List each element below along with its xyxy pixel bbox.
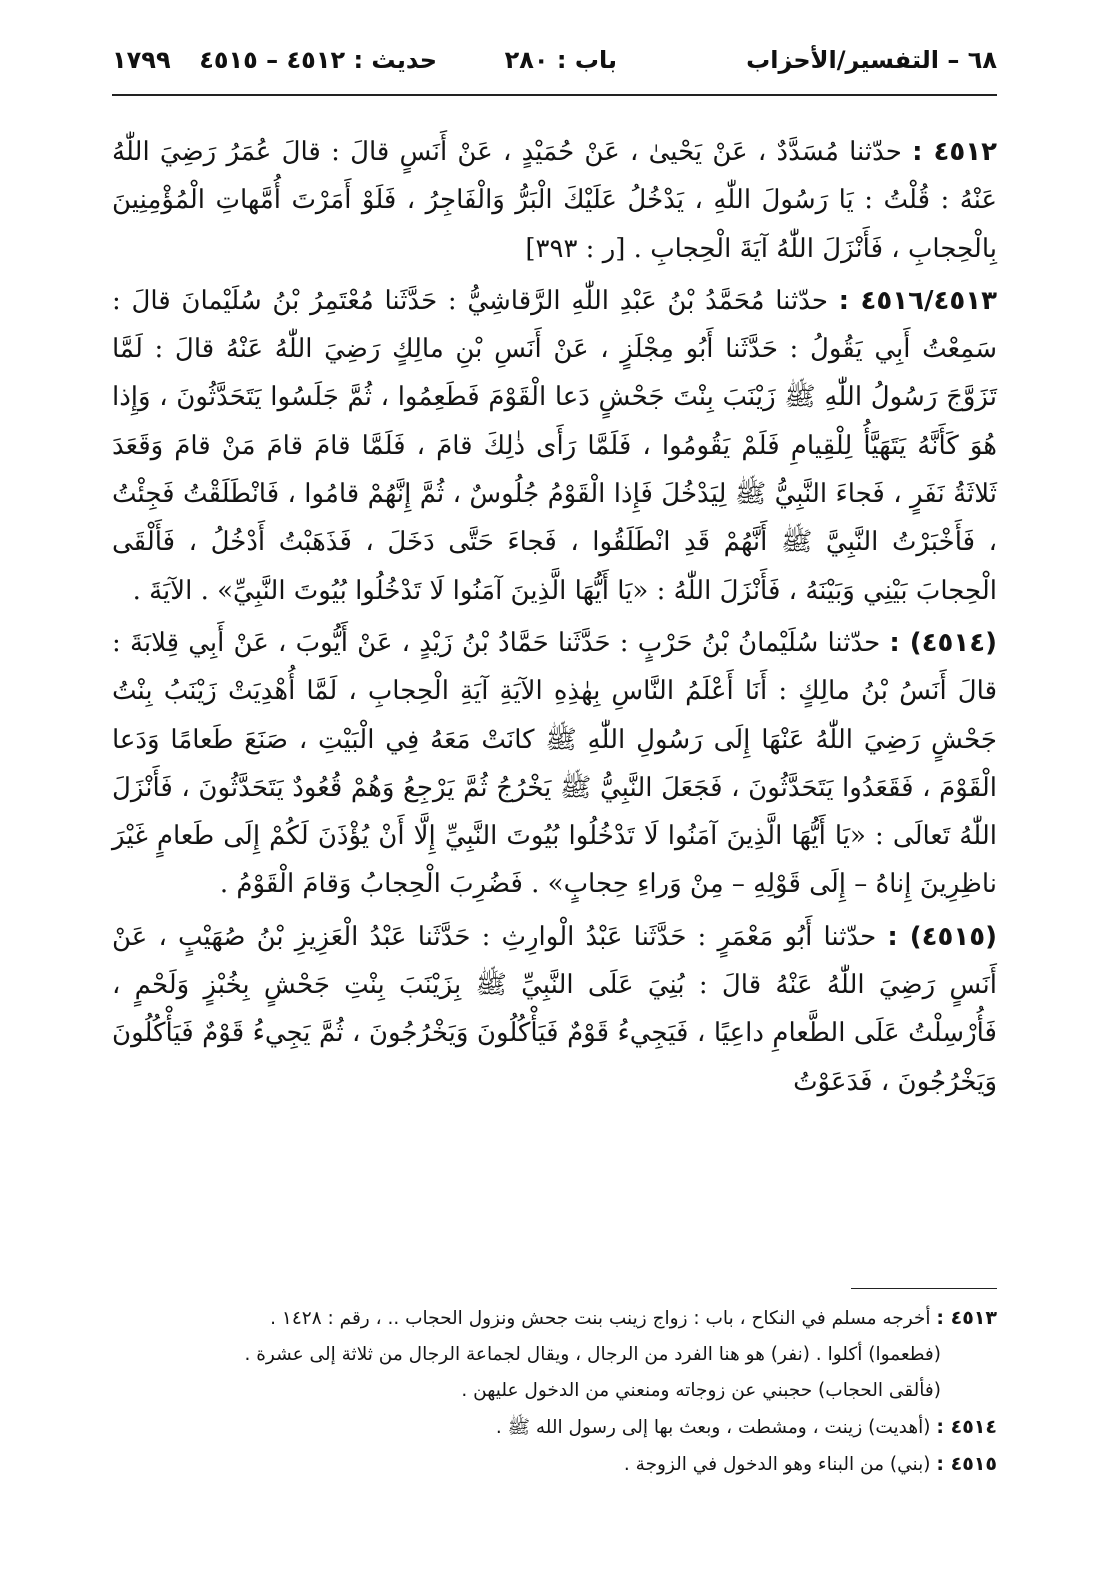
hadith-text: حدّثنا أَبُو مَعْمَرٍ : حَدَّثَنا عَبْدُ الْوارِثِ : حَدَّثَنا عَبْدُ الْعَزِيزِ بْنُ صُهَيْبٍ ، عَنْ أَنَسٍ رَضِيَ اللّٰهُ عَنْهُ قالَ : بُنِيَ عَلَى النَّبِيِّ ﷺ بِزَيْنَبَ بِنْتِ جَحْشٍ بِخُبْزٍ وَلَحْمٍ ، فَأُرْسِلْتُ عَلَى الطَّعامِ داعِيًا ، فَيَجِيءُ قَوْمٌ فَيَأْكُلُونَ وَيَخْرُجُونَ ، ثُمَّ يَجِيءُ قَوْمٌ فَيَأْكُلُونَ وَيَخْرُجُونَ ، فَدَعَوْتُ bbox=[112, 921, 997, 1097]
hadith-number: (٤٥١٥) : bbox=[887, 921, 997, 952]
footnote-text: (أهديت) زينت ، ومشطت ، وبعث بها إلى رسول الله ﷺ . bbox=[495, 1417, 937, 1438]
page-number: ١٧٩٩ bbox=[112, 46, 171, 74]
hadith-number: (٤٥١٤) : bbox=[889, 627, 997, 658]
header-divider bbox=[112, 94, 997, 96]
hadith-text: حدّثنا مُحَمَّدُ بْنُ عَبْدِ اللّٰهِ الرَّقاشِيُّ : حَدَّثَنا مُعْتَمِرُ بْنُ سُلَيْمانَ قالَ : سَمِعْتُ أَبِي يَقُولُ : حَدَّثَنا أَبُو مِجْلَزٍ ، عَنْ أَنَسِ بْنِ مالِكٍ رَضِيَ اللّٰهُ عَنْهُ قالَ : لَمَّا تَزَوَّجَ رَسُولُ اللّٰهِ ﷺ زَيْنَبَ بِنْتَ جَحْشٍ دَعا الْقَوْمَ فَطَعِمُوا ، ثُمَّ جَلَسُوا يَتَحَدَّثُونَ ، وَإِذا هُوَ كَأَنَّهُ يَتَهَيَّأُ لِلْقِيامِ فَلَمْ يَقُومُوا ، فَلَمَّا رَأَى ذٰلِكَ قامَ ، فَلَمَّا قامَ قامَ مَنْ قامَ وَقَعَدَ ثَلاثَةُ نَفَرٍ ، فَجاءَ النَّبِيُّ ﷺ لِيَدْخُلَ فَإِذا الْقَوْمُ جُلُوسٌ ، ثُمَّ إِنَّهُمْ قامُوا ، فَانْطَلَقْتُ فَجِئْتُ ، فَأَخْبَرْتُ النَّبِيَّ ﷺ أَنَّهُمْ قَدِ انْطَلَقُوا ، فَجاءَ حَتَّى دَخَلَ ، فَذَهَبْتُ أَدْخُلُ ، فَأَلْقَى الْحِجابَ بَيْنِي وَبَيْنَهُ ، فَأَنْزَلَ اللّٰهُ : «يَا أَيُّهَا الَّذِينَ آمَنُوا لَا تَدْخُلُوا بُيُوتَ النَّبِيِّ» . الآيَةَ . bbox=[112, 285, 997, 606]
hadith-paragraph-4514 bbox=[112, 619, 997, 909]
running-header bbox=[112, 40, 997, 84]
hadith-text: حدّثنا سُلَيْمانُ بْنُ حَرْبٍ : حَدَّثَنا حَمَّادُ بْنُ زَيْدٍ ، عَنْ أَيُّوبَ ، عَنْ أَبِي قِلابَةَ : قالَ أَنَسُ بْنُ مالِكٍ : أَنَا أَعْلَمُ النَّاسِ بِهٰذِهِ الآيَةِ آيَةِ الْحِجابِ ، لَمَّا أُهْدِيَتْ زَيْنَبُ بِنْتُ جَحْشٍ رَضِيَ اللّٰهُ عَنْهَا إِلَى رَسُولِ اللّٰهِ ﷺ كانَتْ مَعَهُ فِي الْبَيْتِ ، صَنَعَ طَعامًا وَدَعا الْقَوْمَ ، فَقَعَدُوا يَتَحَدَّثُونَ ، فَجَعَلَ النَّبِيُّ ﷺ يَخْرُجُ ثُمَّ يَرْجِعُ وَهُمْ قُعُودٌ يَتَحَدَّثُونَ ، فَأَنْزَلَ اللّٰهُ تَعالَى : «يَا أَيُّهَا الَّذِينَ آمَنُوا لَا تَدْخُلُوا بُيُوتَ النَّبِيِّ إِلَّا أَنْ يُؤْذَنَ لَكُمْ إِلَى طَعامٍ غَيْرَ ناظِرِينَ إِناهُ – إِلَى قَوْلِهِ – مِنْ وَراءِ حِجابٍ» . فَضُرِبَ الْحِجابُ وَقامَ الْقَوْمُ . bbox=[112, 627, 997, 900]
header-bab-number: باب : ٢٨٠ bbox=[504, 46, 617, 74]
hadith-paragraph-4515 bbox=[112, 913, 997, 1106]
hadith-number: ٤٥١٦/٤٥١٣ : bbox=[838, 285, 997, 316]
hadith-text: حدّثنا مُسَدَّدٌ ، عَنْ يَحْيىٰ ، عَنْ حُمَيْدٍ ، عَنْ أَنَسٍ قالَ : قالَ عُمَرُ رَضِيَ اللّٰهُ عَنْهُ : قُلْتُ : يَا رَسُولَ اللّٰهِ ، يَدْخُلُ عَلَيْكَ الْبَرُّ وَالْفَاجِرُ ، فَلَوْ أَمَرْتَ أُمَّهاتِ الْمُؤْمِنِينَ بِالْحِجابِ ، فَأَنْزَلَ اللّٰهُ آيَةَ الْحِجابِ . [ر : ٣٩٣] bbox=[112, 137, 997, 264]
main-text bbox=[112, 128, 997, 1110]
footnotes bbox=[112, 1300, 997, 1483]
footnote-text: (فطعموا) أكلوا . (نفر) هو هنا الفرد من الرجال ، ويقال لجماعة الرجال من ثلاثة إلى عشرة . bbox=[244, 1344, 941, 1365]
footnote-divider bbox=[851, 1288, 997, 1289]
footnote-text: (فألقى الحجاب) حجبني عن زوجاته ومنعني من الدخول عليهن . bbox=[461, 1380, 941, 1401]
hadith-paragraph-4513 bbox=[112, 277, 997, 615]
footnote-item bbox=[112, 1300, 997, 1337]
hadith-paragraph-4512 bbox=[112, 128, 997, 273]
footnote-number: ٤٥١٥ : bbox=[936, 1453, 997, 1475]
footnote-item bbox=[112, 1446, 997, 1483]
footnote-item bbox=[112, 1409, 997, 1446]
footnote-text: (بني) من البناء وهو الدخول في الزوجة . bbox=[623, 1454, 937, 1475]
header-section-title: ٦٨ – التفسير/الأحزاب bbox=[746, 46, 997, 74]
footnote-item bbox=[112, 1373, 997, 1409]
footnote-number: ٤٥١٣ : bbox=[936, 1307, 997, 1329]
footnote-number: ٤٥١٤ : bbox=[936, 1416, 997, 1438]
hadith-number: ٤٥١٢ : bbox=[912, 137, 998, 167]
header-hadith-range: حديث : ٤٥١٢ – ٤٥١٥ bbox=[199, 46, 437, 74]
footnote-text: أخرجه مسلم في النكاح ، باب : زواج زينب بنت جحش ونزول الحجاب .. ، رقم : ١٤٢٨ . bbox=[270, 1308, 937, 1329]
footnote-item bbox=[112, 1337, 997, 1373]
